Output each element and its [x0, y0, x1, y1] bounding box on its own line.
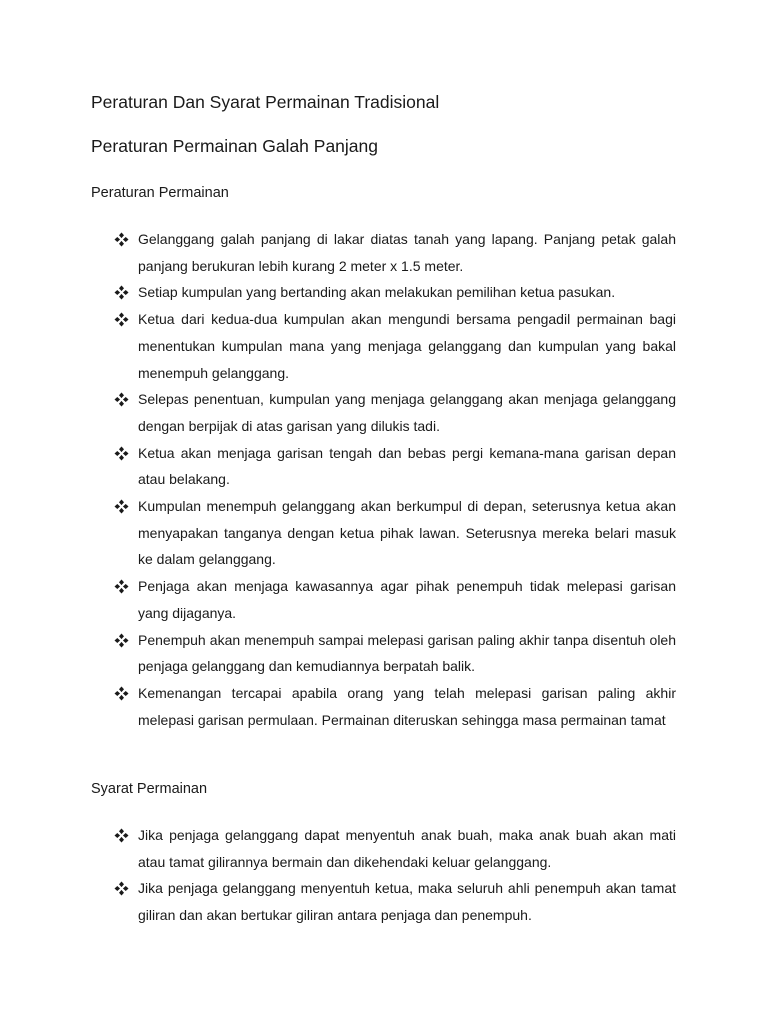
list-item-text: Penjaga akan menjaga kawasannya agar pihak penempuh tidak melepasi garisan yang dijaganya. [138, 578, 676, 621]
four-diamond-bullet-icon [114, 633, 129, 648]
list-item-text: Ketua akan menjaga garisan tengah dan bebas pergi kemana-mana garisan depan atau belakang. [138, 444, 676, 488]
list-item-text: Kemenangan tercapai apabila orang yang telah melepasi garisan paling akhir melepasi garisan permulaan. Permainan diteruskan sehingga masa permainan tamat [138, 684, 676, 728]
list-item [114, 822, 676, 875]
syarat-list [114, 822, 676, 929]
list-item [114, 279, 676, 306]
list-item-text: Kumpulan menempuh gelanggang akan berkumpul di depan, seterusnya ketua akan menyapakan tanganya dengan ketua pihak lawan. Seterusnya mereka belari masuk ke dalam gelanggang. [138, 498, 676, 568]
section-heading-syarat: Syarat Permainan [91, 781, 208, 797]
list-item-text: Gelanggang galah panjang di lakar diatas tanah yang lapang. Panjang petak galah panjang berukuran lebih kurang 2 meter x 1.5 meter. [138, 231, 676, 274]
list-item-text: Penempuh akan menempuh sampai melepasi garisan paling akhir tanpa disentuh oleh penjaga gelanggang dan kemudiannya berpatah balik. [138, 631, 676, 675]
list-item-text: Jika penjaga gelanggang menyentuh ketua, maka seluruh ahli penempuh akan tamat giliran dan akan bertukar giliran antara penjaga dan penempuh. [138, 880, 676, 924]
list-item [114, 875, 676, 928]
list-item-text: Jika penjaga gelanggang dapat menyentuh anak buah, maka anak buah akan mati atau tamat gilirannya bermain dan dikehendaki keluar gelanggang. [138, 827, 676, 870]
document-title: Peraturan Dan Syarat Permainan Tradisional [91, 92, 440, 112]
list-item [114, 573, 676, 626]
list-item [114, 493, 676, 573]
section-heading-peraturan: Peraturan Permainan [91, 185, 229, 201]
four-diamond-bullet-icon [114, 499, 129, 514]
list-item [114, 226, 676, 279]
four-diamond-bullet-icon [114, 579, 129, 594]
four-diamond-bullet-icon [114, 828, 129, 843]
list-item [114, 440, 676, 493]
four-diamond-bullet-icon [114, 392, 129, 407]
list-item [114, 386, 676, 439]
peraturan-list [114, 226, 676, 733]
four-diamond-bullet-icon [114, 285, 129, 300]
list-item [114, 680, 676, 733]
list-item-text: Ketua dari kedua-dua kumpulan akan mengundi bersama pengadil permainan bagi menentukan kumpulan mana yang menjaga gelanggang dan kumpulan yang bakal menempuh gelanggang. [138, 311, 676, 381]
list-item-text: Selepas penentuan, kumpulan yang menjaga gelanggang akan menjaga gelanggang dengan berpijak di atas garisan yang dilukis tadi. [138, 391, 676, 434]
list-item [114, 627, 676, 680]
four-diamond-bullet-icon [114, 686, 129, 701]
four-diamond-bullet-icon [114, 446, 129, 461]
list-item [114, 306, 676, 386]
document-subtitle: Peraturan Permainan Galah Panjang [91, 136, 378, 156]
four-diamond-bullet-icon [114, 312, 129, 327]
four-diamond-bullet-icon [114, 881, 129, 896]
list-item-text: Setiap kumpulan yang bertanding akan melakukan pemilihan ketua pasukan. [138, 284, 616, 301]
four-diamond-bullet-icon [114, 232, 129, 247]
